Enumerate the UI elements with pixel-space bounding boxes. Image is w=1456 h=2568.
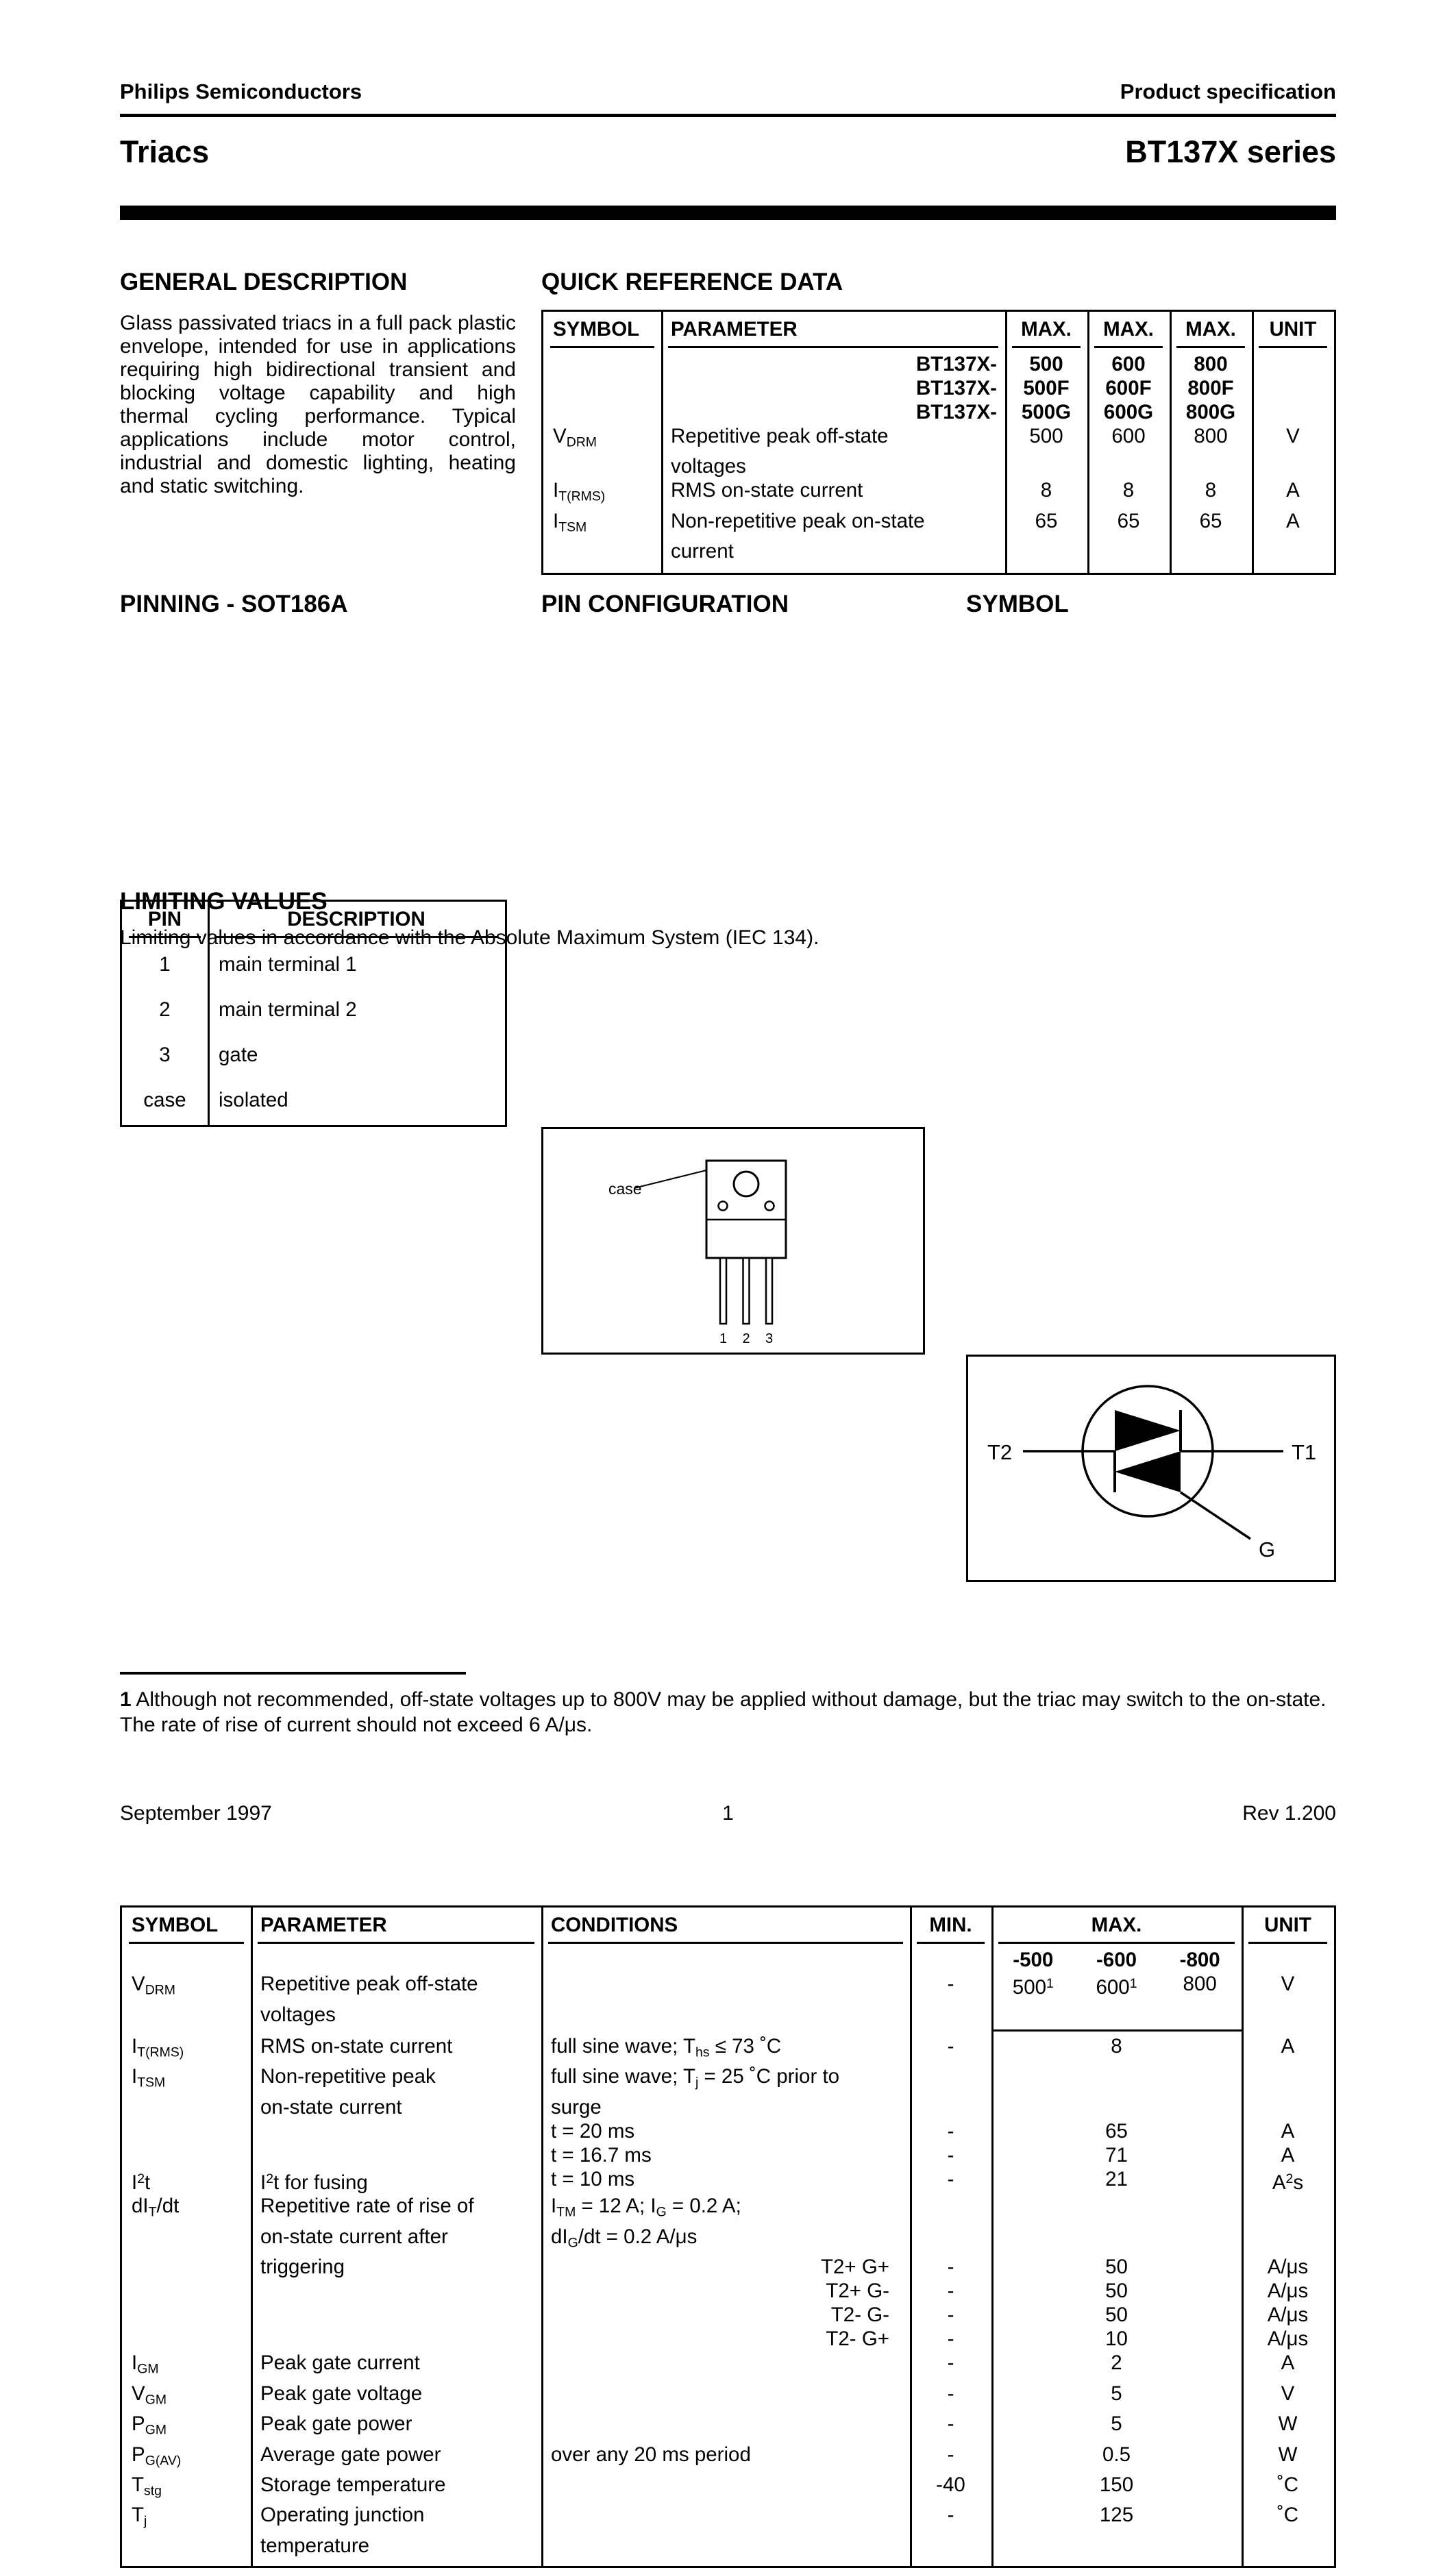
max-cell bbox=[991, 1972, 1242, 2002]
description-cell: main terminal 2 bbox=[219, 998, 357, 1022]
pin-cell: case bbox=[143, 1089, 186, 1112]
parameter-cell: RMS on-state current bbox=[671, 479, 863, 502]
unit-cell: A bbox=[1286, 479, 1300, 502]
unit-cell bbox=[1252, 539, 1334, 563]
pin-cell: 2 bbox=[159, 998, 171, 1022]
unit-cell bbox=[1252, 352, 1334, 376]
package-leg bbox=[720, 1258, 726, 1324]
package-leg bbox=[743, 1258, 750, 1324]
min-cell: - bbox=[947, 2119, 954, 2143]
table-row bbox=[122, 2534, 1334, 2558]
max-cell bbox=[1170, 539, 1252, 563]
column-rule bbox=[991, 1908, 994, 2566]
min-cell: - bbox=[947, 2280, 954, 2303]
max-cell: 8 bbox=[1205, 479, 1217, 502]
table-row bbox=[122, 2119, 1334, 2143]
pin-configuration-box bbox=[541, 1127, 925, 1355]
unit-cell bbox=[1252, 376, 1334, 400]
max-cell: 65 bbox=[1199, 509, 1222, 532]
max-cell bbox=[991, 2003, 1242, 2027]
conditions-cell: T2- G+ bbox=[826, 2328, 889, 2351]
unit-cell: A bbox=[1281, 2034, 1295, 2058]
description-cell: gate bbox=[219, 1044, 258, 1067]
symbol-cell: $I_{T(RMS)}$ bbox=[132, 2034, 184, 2060]
max-cell: 800 bbox=[1194, 425, 1228, 447]
footnote bbox=[120, 1687, 1346, 1738]
unit-cell: W bbox=[1278, 2412, 1298, 2436]
parameter-cell: BT137X- bbox=[915, 377, 997, 399]
table-row bbox=[122, 2303, 1334, 2327]
column-rule bbox=[910, 1908, 912, 2566]
unit-cell: A bbox=[1281, 2143, 1295, 2166]
table-row bbox=[122, 2064, 1334, 2095]
parameter-cell: triggering bbox=[260, 2256, 345, 2279]
table-row bbox=[122, 1033, 505, 1078]
table-row bbox=[122, 2167, 1334, 2195]
parameter-cell: RMS on-state current bbox=[260, 2034, 453, 2058]
max-cell bbox=[991, 2225, 1242, 2255]
unit-cell: A/μs bbox=[1267, 2280, 1309, 2303]
symbol-cell bbox=[122, 2327, 251, 2351]
footnote-marker: 1 bbox=[120, 1688, 132, 1711]
table-row bbox=[122, 2095, 1334, 2119]
max-cell bbox=[991, 2095, 1242, 2119]
max-cell: 65 bbox=[1117, 509, 1140, 532]
max-cell: 10 bbox=[1105, 2328, 1128, 2351]
parameter-cell: Repetitive peak off-state bbox=[260, 1973, 478, 1996]
conditions-cell: over any 20 ms period bbox=[551, 2443, 751, 2466]
min-cell: -40 bbox=[936, 2473, 965, 2496]
mounting-hole bbox=[734, 1172, 758, 1196]
conditions-cell bbox=[541, 1948, 910, 1972]
unit-cell: $A^2s$ bbox=[1272, 2171, 1304, 2194]
quick-reference-heading: QUICK REFERENCE DATA bbox=[541, 269, 843, 295]
max-cell: 500G bbox=[1021, 401, 1072, 423]
table-row bbox=[122, 2503, 1334, 2533]
max-cell bbox=[991, 2064, 1242, 2095]
header-rule bbox=[120, 114, 1336, 117]
package-outline bbox=[706, 1161, 786, 1258]
max-cell: 500 bbox=[1029, 353, 1063, 375]
page-title: Triacs bbox=[120, 134, 210, 169]
conditions-cell bbox=[541, 2003, 910, 2027]
header-company: Philips Semiconductors bbox=[120, 79, 362, 103]
parameter-cell: Repetitive rate of rise of bbox=[260, 2195, 474, 2218]
min-cell: - bbox=[947, 2256, 954, 2279]
symbol-cell bbox=[543, 400, 661, 424]
table-row bbox=[122, 1972, 1334, 2002]
symbol-cell bbox=[543, 376, 661, 400]
symbol-cell bbox=[543, 454, 661, 478]
quick-reference-table bbox=[541, 310, 1336, 575]
title-bar bbox=[120, 206, 1336, 220]
conditions-cell bbox=[541, 2412, 910, 2442]
conditions-cell: $dI_G/dt = 0.2$ A/μs bbox=[551, 2225, 698, 2251]
description-cell: isolated bbox=[219, 1089, 288, 1112]
col-header-conditions: CONDITIONS bbox=[548, 1913, 903, 1944]
triac-symbol-drawing bbox=[968, 1357, 1334, 1580]
max-value: -500 bbox=[1013, 1949, 1054, 1972]
symbol-cell bbox=[122, 2303, 251, 2327]
table-row bbox=[122, 1078, 505, 1123]
conditions-cell: full sine wave; $T_{hs} \le 73$ ˚C bbox=[551, 2034, 782, 2060]
limiting-values-heading: LIMITING VALUES bbox=[120, 888, 328, 915]
symbol-cell: $P_{GM}$ bbox=[132, 2412, 167, 2438]
max-cell bbox=[1087, 539, 1170, 563]
min-cell: - bbox=[947, 2412, 954, 2436]
conditions-cell: T2- G- bbox=[830, 2304, 889, 2327]
conditions-cell: T2+ G- bbox=[826, 2280, 889, 2303]
min-cell bbox=[910, 2003, 991, 2027]
package-leg bbox=[766, 1258, 772, 1324]
parameter-cell: BT137X- bbox=[915, 401, 997, 423]
max-cell: 50 bbox=[1105, 2280, 1128, 2303]
max-value: -800 bbox=[1179, 1949, 1220, 1972]
unit-cell: ˚C bbox=[1276, 2473, 1299, 2496]
table-row bbox=[122, 2327, 1334, 2351]
symbol-cell: $I_{TSM}$ bbox=[132, 2065, 166, 2090]
max-cell: 5 bbox=[1111, 2412, 1122, 2436]
symbol-cell: $I_{T(RMS)}$ bbox=[553, 479, 606, 504]
min-cell bbox=[910, 2534, 991, 2558]
max-cell: 71 bbox=[1105, 2143, 1128, 2166]
min-cell: - bbox=[947, 2143, 954, 2166]
column-rule bbox=[1005, 312, 1007, 573]
mold-mark bbox=[719, 1202, 728, 1211]
min-cell bbox=[910, 2064, 991, 2095]
max-cell bbox=[1005, 539, 1087, 563]
footer-date: September 1997 bbox=[120, 1802, 272, 1825]
unit-cell bbox=[1242, 2225, 1334, 2255]
symbol-cell: $T_{stg}$ bbox=[132, 2473, 162, 2499]
min-cell: - bbox=[947, 1973, 954, 1996]
max-cell: 600F bbox=[1105, 377, 1152, 399]
limiting-values-note: Limiting values in accordance with the Absolute Maximum System (IEC 134). bbox=[120, 926, 819, 949]
max-value: $600^1$ bbox=[1096, 1976, 1137, 1999]
symbol-cell bbox=[122, 1948, 251, 1972]
conditions-cell: T2+ G+ bbox=[820, 2256, 889, 2279]
symbol-cell: $P_{G(AV)}$ bbox=[132, 2443, 182, 2468]
max-cell: 800 bbox=[1194, 353, 1228, 375]
conditions-cell: t = 20 ms bbox=[551, 2119, 635, 2143]
symbol-cell bbox=[122, 2119, 251, 2143]
conditions-cell: surge bbox=[551, 2095, 602, 2119]
parameter-cell: Average gate power bbox=[260, 2443, 441, 2466]
series-title: BT137X series bbox=[1125, 134, 1336, 169]
col-header-max: MAX. bbox=[998, 1913, 1235, 1944]
table-row bbox=[122, 2443, 1334, 2473]
max-cell: 800F bbox=[1187, 377, 1234, 399]
table-row bbox=[122, 2034, 1334, 2064]
parameter-cell: Non-repetitive peak bbox=[260, 2065, 436, 2088]
symbol-box bbox=[966, 1355, 1336, 1582]
symbol-cell bbox=[122, 2003, 251, 2027]
max-cell: 50 bbox=[1105, 2304, 1128, 2327]
header-doc-type: Product specification bbox=[1120, 79, 1336, 103]
unit-cell: A/μs bbox=[1267, 2328, 1309, 2351]
unit-cell bbox=[1242, 2194, 1334, 2224]
column-rule bbox=[541, 1908, 543, 2566]
col-header-max: MAX. bbox=[1176, 317, 1245, 348]
col-header-max: MAX. bbox=[1012, 317, 1081, 348]
max-cell: 500 bbox=[1029, 425, 1063, 447]
max-cell: 8 bbox=[1111, 2034, 1122, 2058]
conditions-cell: t = 10 ms bbox=[551, 2167, 635, 2190]
column-rule bbox=[1242, 1908, 1244, 2566]
max-subheader-rule bbox=[122, 2027, 1334, 2034]
max-value: -600 bbox=[1096, 1949, 1137, 1972]
conditions-cell: t = 16.7 ms bbox=[551, 2143, 652, 2166]
conditions-cell bbox=[541, 2534, 910, 2558]
t1-label: T1 bbox=[1292, 1440, 1317, 1465]
gate-lead-line bbox=[1181, 1492, 1250, 1539]
col-header-unit: UNIT bbox=[1248, 1913, 1327, 1944]
max-cell: 500F bbox=[1023, 377, 1070, 399]
max-cell: 600 bbox=[1111, 425, 1146, 447]
table-row bbox=[122, 2225, 1334, 2255]
max-cell: 600G bbox=[1103, 401, 1154, 423]
symbol-cell: $V_{GM}$ bbox=[132, 2382, 167, 2408]
symbol-cell bbox=[543, 352, 661, 376]
max-cell: 800G bbox=[1185, 401, 1236, 423]
max-cell: 8 bbox=[1122, 479, 1135, 502]
col-header-parameter: PARAMETER bbox=[258, 1913, 534, 1944]
limiting-values-table bbox=[120, 1905, 1336, 2568]
symbol-cell bbox=[122, 2143, 251, 2167]
footnote-rule bbox=[120, 1672, 466, 1675]
symbol-cell: $T_j$ bbox=[132, 2504, 147, 2529]
table-row bbox=[122, 2412, 1334, 2442]
unit-cell: ˚C bbox=[1276, 2504, 1299, 2527]
max-cell bbox=[991, 1948, 1242, 1972]
max-cell: 5 bbox=[1111, 2382, 1122, 2405]
table-row bbox=[122, 2279, 1334, 2303]
parameter-cell: $I^2t$ for fusing bbox=[260, 2171, 368, 2194]
conditions-cell bbox=[541, 2473, 910, 2503]
symbol-cell bbox=[122, 2095, 251, 2119]
general-description-body: Glass passivated triacs in a full pack plastic envelope, intended for use in applications requiring high bidirectional transient and blocking voltage capability and high thermal cycling performance. Typical applications include motor control, industrial and domestic lighting, heating and static switching. bbox=[120, 312, 516, 497]
table-row bbox=[122, 1948, 1334, 1972]
symbol-heading: SYMBOL bbox=[966, 591, 1069, 617]
parameter-cell: Non-repetitive peak on-state bbox=[671, 509, 925, 532]
table-row bbox=[122, 2143, 1334, 2167]
unit-cell bbox=[1242, 2064, 1334, 2095]
max-cell bbox=[991, 2534, 1242, 2558]
symbol-cell: $dI_T/dt$ bbox=[132, 2195, 180, 2220]
max-value: 800 bbox=[1183, 1973, 1217, 1996]
table-header-row bbox=[122, 1908, 1334, 1944]
parameter-cell bbox=[251, 2327, 541, 2351]
column-rule bbox=[1170, 312, 1172, 573]
max-cell: 0.5 bbox=[1102, 2443, 1131, 2466]
parameter-cell: voltages bbox=[671, 455, 746, 478]
min-cell: - bbox=[947, 2443, 954, 2466]
pin-number-label: 2 bbox=[742, 1331, 750, 1347]
pinning-heading: PINNING - SOT186A bbox=[120, 591, 348, 617]
pin-number-label: 1 bbox=[719, 1331, 728, 1347]
parameter-cell: current bbox=[671, 540, 734, 563]
col-header-min: MIN. bbox=[917, 1913, 985, 1944]
unit-cell: V bbox=[1286, 425, 1300, 447]
parameter-cell: Operating junction bbox=[260, 2504, 425, 2527]
col-header-description: DESCRIPTION bbox=[214, 907, 498, 938]
max-cell bbox=[1087, 454, 1170, 478]
min-cell: - bbox=[947, 2382, 954, 2405]
unit-cell: A/μs bbox=[1267, 2256, 1309, 2279]
max-cell: 65 bbox=[1035, 509, 1058, 532]
max-cell bbox=[1170, 454, 1252, 478]
max-cell: 150 bbox=[1099, 2473, 1134, 2496]
t2-label: T2 bbox=[987, 1440, 1013, 1465]
table-row bbox=[122, 987, 505, 1033]
unit-cell: W bbox=[1278, 2443, 1298, 2466]
max-value: $500^1$ bbox=[1012, 1976, 1054, 1999]
unit-cell bbox=[1242, 2003, 1334, 2027]
case-label: case bbox=[608, 1180, 642, 1198]
symbol-cell: $I^2t$ bbox=[132, 2171, 151, 2194]
min-cell: - bbox=[947, 2167, 954, 2190]
max-cell: 8 bbox=[1040, 479, 1052, 502]
unit-cell: V bbox=[1281, 2382, 1295, 2405]
unit-cell bbox=[1242, 2095, 1334, 2119]
max-cell: 21 bbox=[1105, 2167, 1128, 2190]
pin-cell: 3 bbox=[159, 1044, 171, 1067]
parameter-cell: on-state current after bbox=[260, 2225, 448, 2248]
parameter-cell bbox=[251, 1948, 541, 1972]
triac-triangle-lower bbox=[1115, 1451, 1181, 1492]
min-cell bbox=[910, 1948, 991, 1972]
col-header-unit: UNIT bbox=[1259, 317, 1327, 348]
col-header-symbol: SYMBOL bbox=[550, 317, 654, 348]
table-row bbox=[122, 2382, 1334, 2412]
min-cell: - bbox=[947, 2328, 954, 2351]
triac-triangle-upper bbox=[1115, 1410, 1181, 1451]
min-cell bbox=[910, 2225, 991, 2255]
package-drawing bbox=[543, 1129, 923, 1353]
footer-page-number: 1 bbox=[722, 1802, 734, 1825]
max-cell: 2 bbox=[1111, 2351, 1122, 2375]
col-header-parameter: PARAMETER bbox=[668, 317, 998, 348]
conditions-cell: full sine wave; $T_j = 25$ ˚C prior to bbox=[551, 2065, 840, 2090]
unit-cell bbox=[1252, 454, 1334, 478]
conditions-cell bbox=[541, 1972, 910, 2002]
parameter-cell: Repetitive peak off-state bbox=[671, 425, 889, 447]
unit-cell: A/μs bbox=[1267, 2304, 1309, 2327]
conditions-cell: $I_{TM} = 12$ A; $I_G = 0.2$ A; bbox=[551, 2195, 741, 2220]
min-cell: - bbox=[947, 2304, 954, 2327]
column-rule bbox=[1087, 312, 1089, 573]
parameter-cell: Peak gate power bbox=[260, 2412, 412, 2436]
general-description-heading: GENERAL DESCRIPTION bbox=[120, 269, 408, 295]
max-cell: 125 bbox=[1099, 2504, 1134, 2527]
conditions-cell bbox=[541, 2503, 910, 2533]
conditions-cell bbox=[541, 2382, 910, 2412]
pin-cell: 1 bbox=[159, 953, 171, 976]
min-cell bbox=[910, 2194, 991, 2224]
parameter-cell: voltages bbox=[260, 2003, 336, 2026]
pin-configuration-heading: PIN CONFIGURATION bbox=[541, 591, 789, 617]
table-row bbox=[122, 2351, 1334, 2381]
parameter-cell: Peak gate current bbox=[260, 2351, 420, 2375]
parameter-cell: Storage temperature bbox=[260, 2473, 446, 2496]
case-leader-line bbox=[634, 1170, 706, 1188]
max-cell: 65 bbox=[1105, 2119, 1128, 2143]
min-cell: - bbox=[947, 2504, 954, 2527]
table-row bbox=[122, 2473, 1334, 2503]
parameter-cell: temperature bbox=[260, 2534, 370, 2557]
min-cell: - bbox=[947, 2351, 954, 2375]
parameter-cell bbox=[251, 2143, 541, 2167]
col-header-max: MAX. bbox=[1094, 317, 1163, 348]
min-cell bbox=[910, 2095, 991, 2119]
unit-cell: A bbox=[1286, 509, 1300, 532]
parameter-cell bbox=[251, 2279, 541, 2303]
unit-cell bbox=[1242, 2534, 1334, 2558]
parameter-cell bbox=[251, 2119, 541, 2143]
unit-cell bbox=[1252, 400, 1334, 424]
gate-label: G bbox=[1259, 1538, 1276, 1562]
symbol-cell bbox=[122, 2255, 251, 2279]
parameter-cell: on-state current bbox=[260, 2095, 402, 2119]
symbol-cell: $I_{TSM}$ bbox=[553, 509, 587, 535]
max-cell: 50 bbox=[1105, 2256, 1128, 2279]
table-row bbox=[122, 2003, 1334, 2027]
symbol-cell: $I_{GM}$ bbox=[132, 2351, 159, 2377]
col-header-symbol: SYMBOL bbox=[129, 1913, 244, 1944]
column-rule bbox=[251, 1908, 253, 2566]
symbol-cell: $V_{DRM}$ bbox=[132, 1973, 175, 1998]
symbol-cell bbox=[122, 2225, 251, 2255]
table-row bbox=[122, 2194, 1334, 2224]
column-rule bbox=[1252, 312, 1254, 573]
symbol-cell bbox=[122, 2534, 251, 2558]
min-cell: - bbox=[947, 2034, 954, 2058]
pin-number-label: 3 bbox=[765, 1331, 774, 1347]
symbol-cell: $V_{DRM}$ bbox=[553, 425, 597, 450]
parameter-cell: Peak gate voltage bbox=[260, 2382, 423, 2405]
description-cell: main terminal 1 bbox=[219, 953, 357, 976]
table-row bbox=[122, 2255, 1334, 2279]
parameter-cell bbox=[251, 2303, 541, 2327]
parameter-cell: BT137X- bbox=[915, 353, 997, 375]
footer-revision: Rev 1.200 bbox=[1242, 1802, 1336, 1825]
unit-cell: A bbox=[1281, 2351, 1295, 2375]
conditions-cell bbox=[541, 2351, 910, 2381]
footnote-text: Although not recommended, off-state voltages up to 800V may be applied without damage, but the triac may switch to the on-state. The rate of rise of current should not exceed 6 A/μs. bbox=[120, 1688, 1327, 1736]
symbol-cell bbox=[543, 539, 661, 563]
column-rule bbox=[661, 312, 663, 573]
max-cell bbox=[991, 2194, 1242, 2224]
max-cell: 600 bbox=[1111, 353, 1146, 375]
col-header-pin: PIN bbox=[129, 907, 201, 938]
unit-cell: A bbox=[1281, 2119, 1295, 2143]
unit-cell bbox=[1242, 1948, 1334, 1972]
unit-cell: V bbox=[1281, 1973, 1295, 1996]
mold-mark bbox=[765, 1202, 774, 1211]
symbol-cell bbox=[122, 2279, 251, 2303]
max-cell bbox=[1005, 454, 1087, 478]
